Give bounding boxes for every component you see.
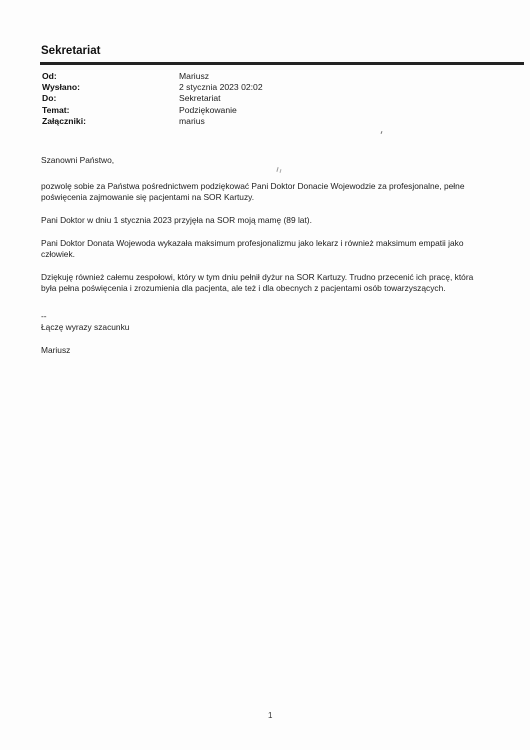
- paragraph-1-line-2: poświęcenia zajmowanie się pacjentami na SOR Kartuzy.: [41, 192, 255, 202]
- page-number: 1: [268, 711, 273, 720]
- email-metadata: [42, 71, 263, 127]
- attachments-value: marius: [179, 115, 205, 126]
- paragraph-3-line-1: Pani Doktor Donata Wojewoda wykazała maksimum profesjonalizmu jako lekarz i również maksimum empatii jako: [41, 238, 464, 248]
- sent-value: 2 stycznia 2023 02:02: [179, 82, 263, 93]
- email-body: [41, 155, 511, 356]
- greeting: Szanowni Państwo,: [41, 155, 115, 165]
- page-title: Sekretariat: [41, 45, 101, 57]
- meta-row-to: [42, 93, 263, 104]
- meta-row-sent: [42, 82, 263, 93]
- to-value: Sekretariat: [179, 93, 221, 104]
- paragraph-4-line-1: Dziękuję również całemu zespołowi, który w tym dniu pełnił dyżur na SOR Kartuzy. Trudno przecenić ich pracę, która: [41, 272, 474, 282]
- paragraph-3-line-2: człowiek.: [41, 249, 75, 259]
- from-value: Mariusz: [179, 71, 210, 81]
- closing: Łączę wyrazy szacunku: [41, 322, 130, 332]
- subject-value: Podziękowanie: [179, 104, 237, 115]
- from-label: Od:: [42, 71, 57, 81]
- signature-separator: --: [41, 311, 47, 321]
- scan-speck: [381, 131, 383, 134]
- paragraph-1: [41, 181, 511, 203]
- paragraph-4: [41, 272, 511, 294]
- signature: Mariusz: [41, 345, 71, 355]
- to-label: Do:: [42, 93, 57, 104]
- subject-label: Temat:: [42, 104, 70, 115]
- paragraph-1-line-1: pozwolę sobie za Państwa pośrednictwem podziękować Pani Doktor Donacie Wojewodzie za profesjonalne, pełne: [41, 181, 465, 191]
- paragraph-3: [41, 238, 511, 260]
- meta-row-attachments: [42, 116, 263, 127]
- attachments-label: Załączniki:: [42, 115, 86, 126]
- paragraph-2: Pani Doktor w dniu 1 stycznia 2023 przyjęła na SOR moją mamę (89 lat).: [41, 215, 312, 225]
- header-divider: [40, 62, 524, 65]
- meta-row-from: [42, 71, 263, 82]
- paragraph-4-line-2: była pełna poświęcenia i zrozumienia dla pacjenta, ale też i dla obecnych z pacjentami osób towarzyszących.: [41, 283, 446, 293]
- meta-row-subject: [42, 105, 263, 116]
- sent-label: Wysłano:: [42, 82, 81, 93]
